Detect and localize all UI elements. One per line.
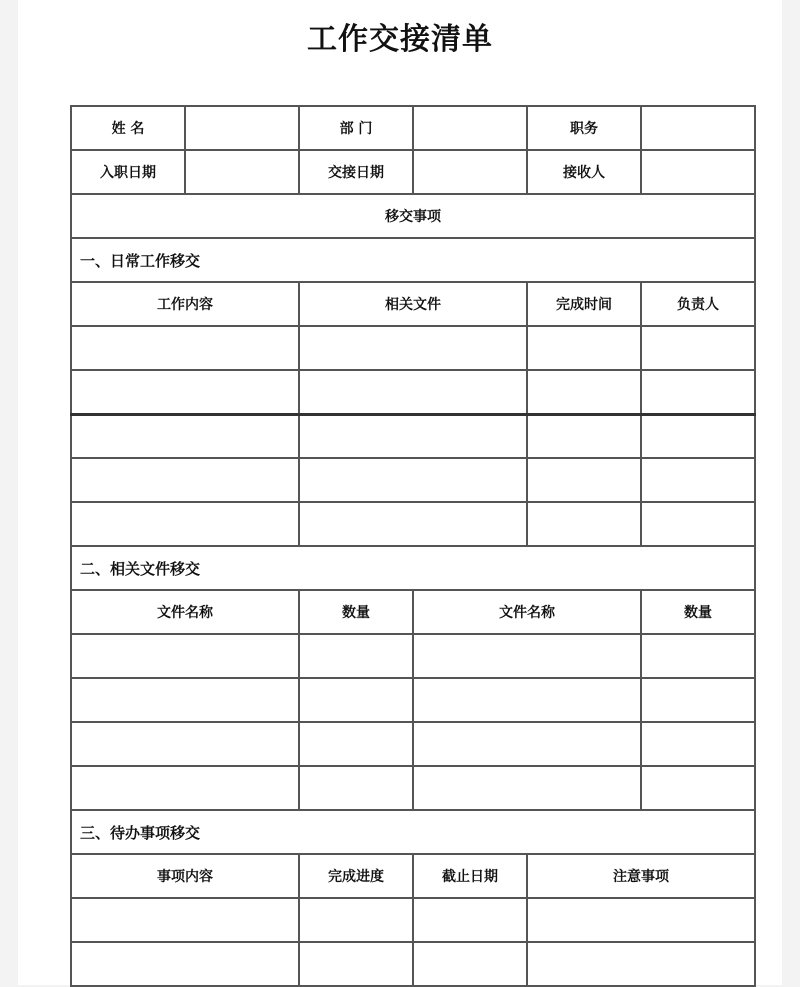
table-row (71, 766, 755, 810)
table-row (71, 458, 755, 502)
table-cell[interactable] (641, 458, 755, 502)
dept-field[interactable] (413, 106, 527, 150)
join-date-label: 入职日期 (71, 150, 185, 194)
info-row-2 (71, 150, 755, 194)
table-cell[interactable] (413, 898, 527, 942)
info-row-1 (71, 106, 755, 150)
table-row (71, 722, 755, 766)
table-cell[interactable] (527, 370, 641, 414)
daily-work-col-content: 工作内容 (71, 282, 299, 326)
files-title-row (71, 546, 755, 590)
daily-work-header-row (71, 282, 755, 326)
files-col-qty-2: 数量 (641, 590, 755, 634)
table-cell[interactable] (641, 326, 755, 370)
receiver-label: 接收人 (527, 150, 641, 194)
handover-form (70, 105, 756, 987)
table-cell[interactable] (527, 326, 641, 370)
table-row (71, 502, 755, 546)
name-label: 姓 名 (71, 106, 185, 150)
table-cell[interactable] (641, 414, 755, 458)
table-cell[interactable] (71, 942, 299, 986)
table-row (71, 898, 755, 942)
position-field[interactable] (641, 106, 755, 150)
position-label: 职务 (527, 106, 641, 150)
table-cell[interactable] (71, 766, 299, 810)
todo-col-content: 事项内容 (71, 854, 299, 898)
table-cell[interactable] (641, 502, 755, 546)
table-cell[interactable] (71, 370, 299, 414)
todo-col-deadline: 截止日期 (413, 854, 527, 898)
table-cell[interactable] (71, 898, 299, 942)
table-cell[interactable] (641, 634, 755, 678)
table-cell[interactable] (413, 634, 641, 678)
table-cell[interactable] (299, 766, 413, 810)
section-title-row (71, 194, 755, 238)
table-cell[interactable] (413, 678, 641, 722)
table-cell[interactable] (71, 458, 299, 502)
table-row (71, 678, 755, 722)
table-row (71, 634, 755, 678)
table-cell[interactable] (527, 942, 755, 986)
table-cell[interactable] (413, 766, 641, 810)
table-cell[interactable] (299, 502, 527, 546)
table-cell[interactable] (71, 502, 299, 546)
handover-date-label: 交接日期 (299, 150, 413, 194)
section-title: 移交事项 (71, 194, 755, 238)
handover-date-field[interactable] (413, 150, 527, 194)
todo-title-row (71, 810, 755, 854)
dept-label: 部 门 (299, 106, 413, 150)
daily-work-col-owner: 负责人 (641, 282, 755, 326)
table-row (71, 414, 755, 458)
daily-work-col-files: 相关文件 (299, 282, 527, 326)
table-cell[interactable] (299, 370, 527, 414)
table-cell[interactable] (527, 414, 641, 458)
table-row (71, 326, 755, 370)
table-cell[interactable] (641, 722, 755, 766)
todo-title: 三、待办事项移交 (71, 810, 755, 854)
table-cell[interactable] (641, 370, 755, 414)
table-cell[interactable] (641, 678, 755, 722)
table-cell[interactable] (299, 942, 413, 986)
table-cell[interactable] (299, 634, 413, 678)
table-cell[interactable] (299, 414, 527, 458)
files-header-row (71, 590, 755, 634)
join-date-field[interactable] (185, 150, 299, 194)
table-row (71, 370, 755, 414)
table-cell[interactable] (299, 898, 413, 942)
table-cell[interactable] (413, 722, 641, 766)
table-cell[interactable] (299, 458, 527, 502)
table-cell[interactable] (527, 898, 755, 942)
todo-col-progress: 完成进度 (299, 854, 413, 898)
todo-col-notes: 注意事项 (527, 854, 755, 898)
daily-work-title: 一、日常工作移交 (71, 238, 755, 282)
files-title: 二、相关文件移交 (71, 546, 755, 590)
table-cell[interactable] (71, 414, 299, 458)
files-col-qty-1: 数量 (299, 590, 413, 634)
files-col-name-2: 文件名称 (413, 590, 641, 634)
table-cell[interactable] (299, 722, 413, 766)
page-title: 工作交接清单 (307, 22, 493, 57)
table-cell[interactable] (641, 766, 755, 810)
table-cell[interactable] (299, 326, 527, 370)
table-cell[interactable] (413, 942, 527, 986)
receiver-field[interactable] (641, 150, 755, 194)
table-cell[interactable] (527, 458, 641, 502)
table-cell[interactable] (527, 502, 641, 546)
todo-header-row (71, 854, 755, 898)
table-row (71, 942, 755, 986)
daily-work-title-row (71, 238, 755, 282)
daily-work-col-time: 完成时间 (527, 282, 641, 326)
table-cell[interactable] (71, 678, 299, 722)
table-cell[interactable] (71, 634, 299, 678)
table-cell[interactable] (71, 326, 299, 370)
name-field[interactable] (185, 106, 299, 150)
table-cell[interactable] (71, 722, 299, 766)
table-cell[interactable] (299, 678, 413, 722)
files-col-name-1: 文件名称 (71, 590, 299, 634)
